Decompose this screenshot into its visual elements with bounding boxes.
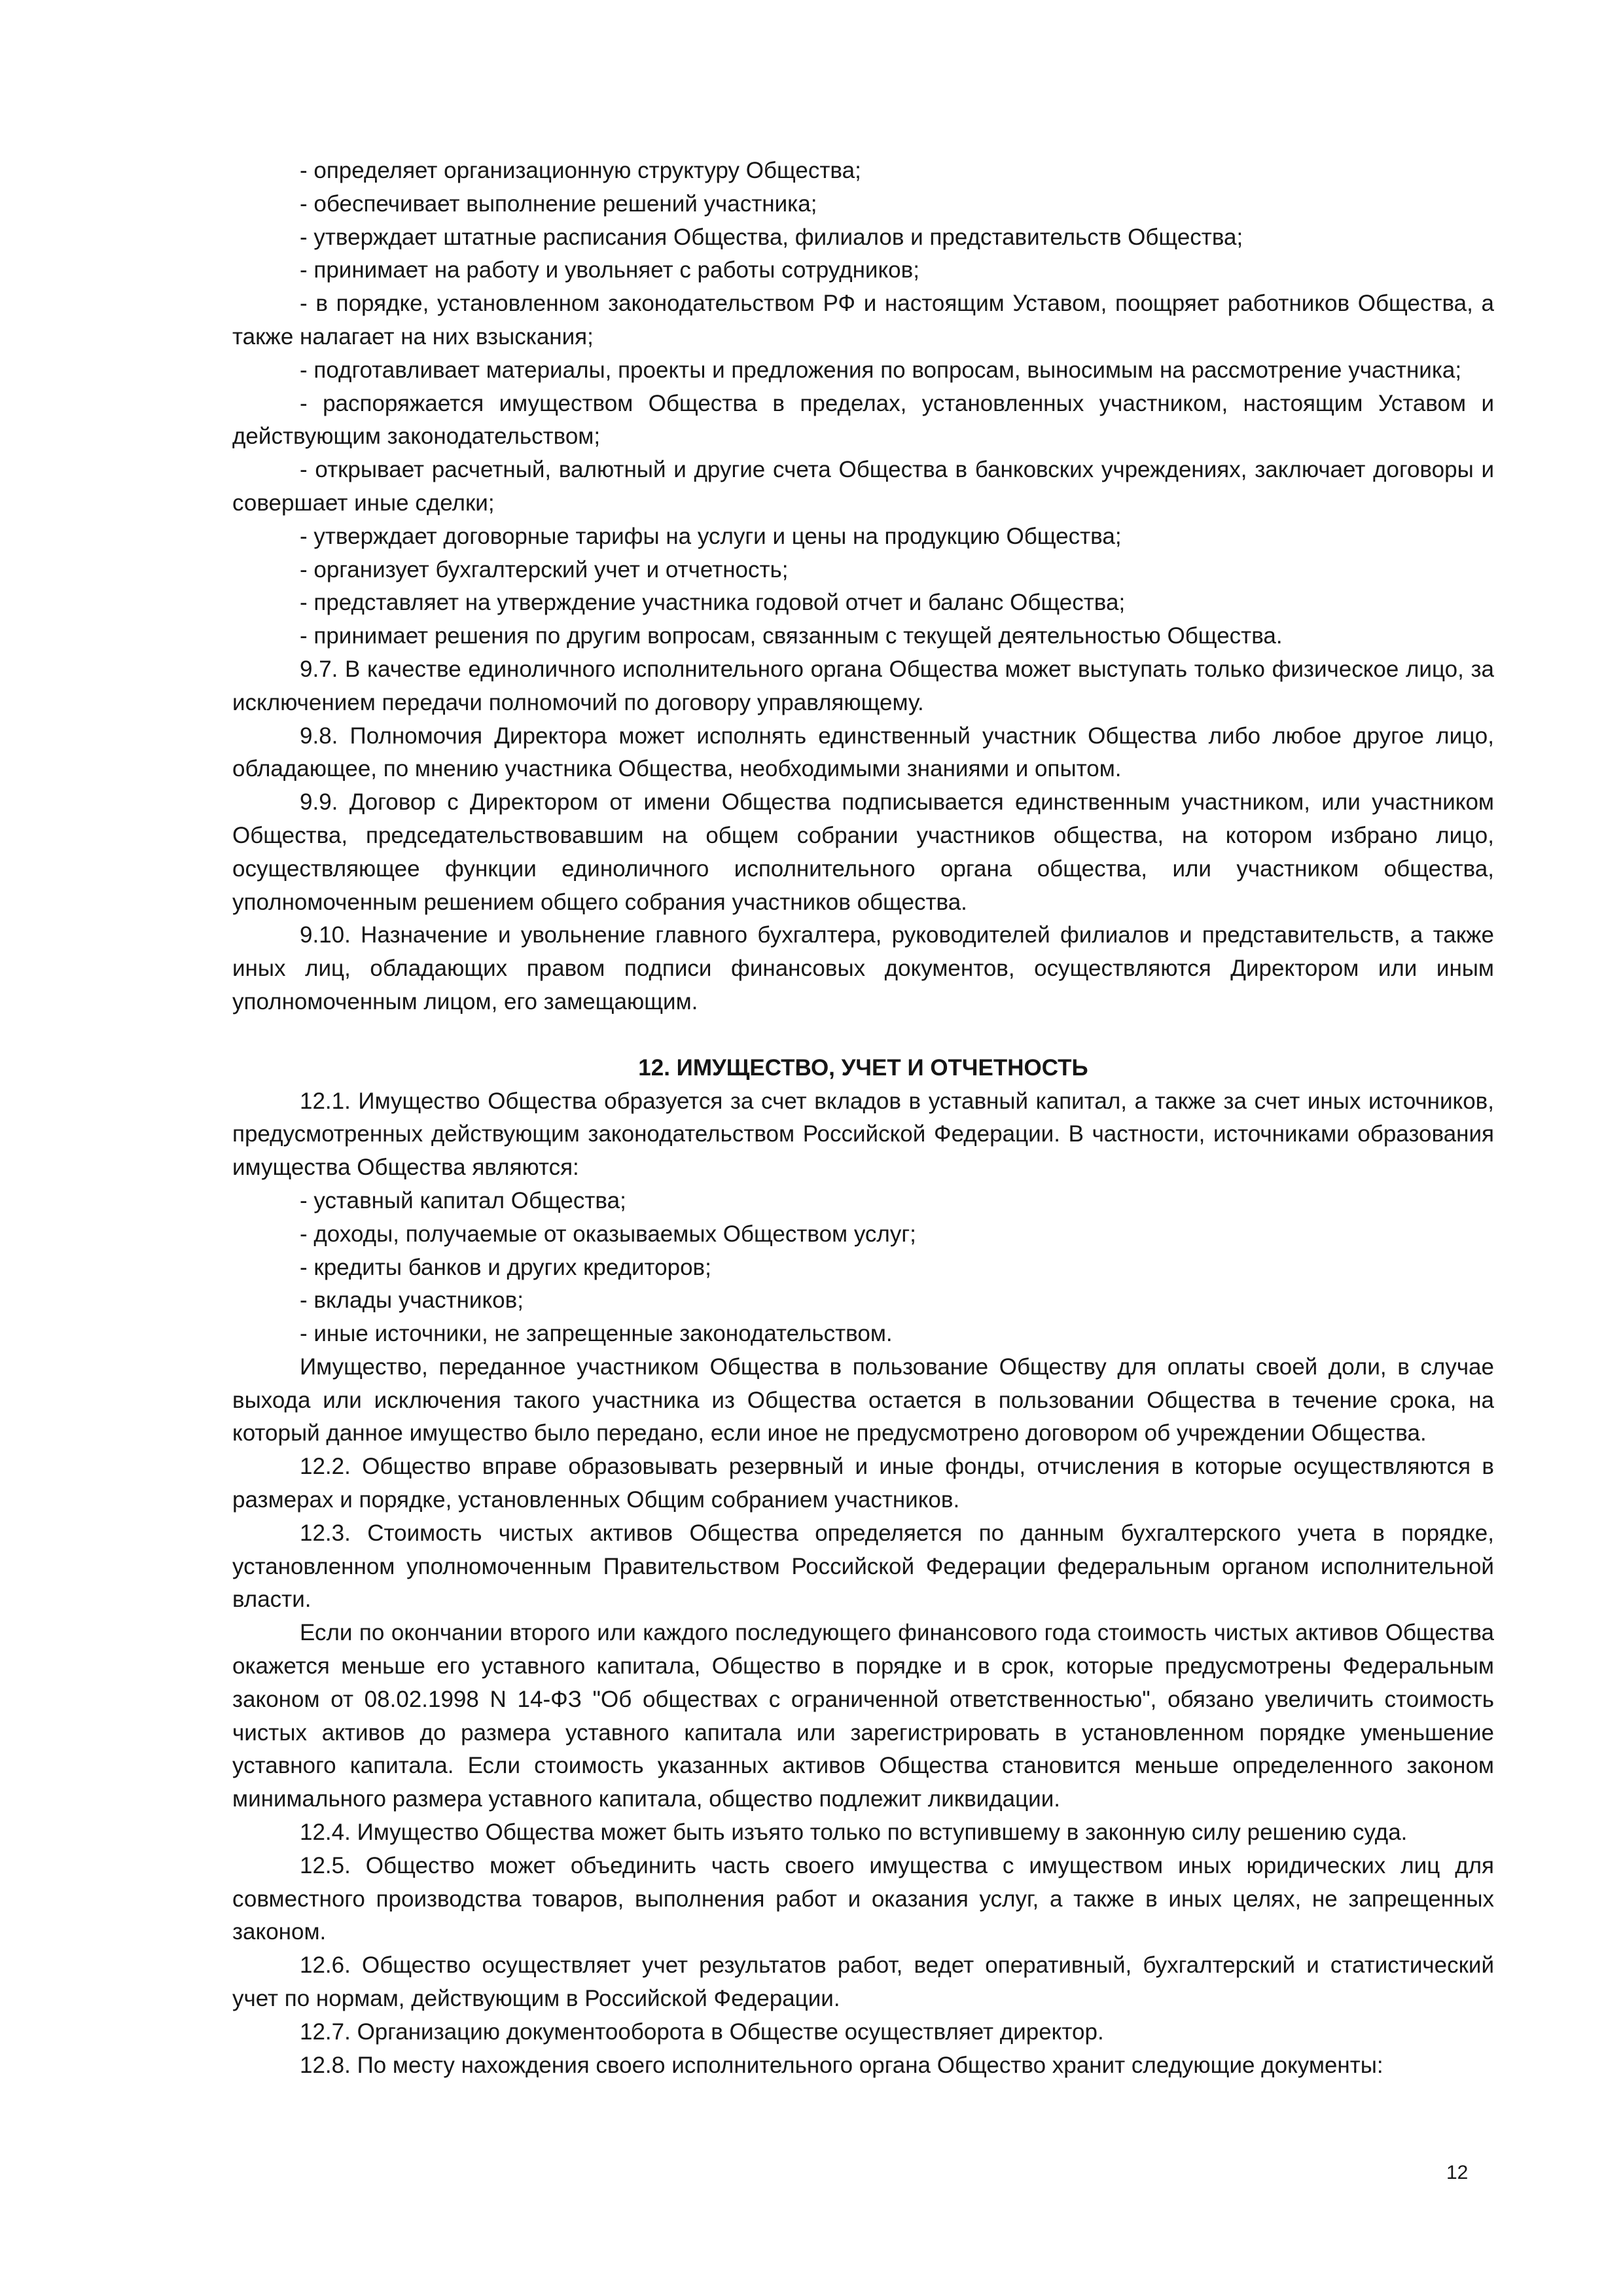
paragraph: 9.8. Полномочия Директора может исполнять единственный участник Общества либо любое другое лицо, обладающее, по мнению участника Общества, необходимыми знаниями и опытом. <box>232 723 1494 782</box>
paragraph: 12.3. Стоимость чистых активов Общества определяется по данным бухгалтерского учета в порядке, установленном уполномоченным Правительством Российской Федерации федеральным органом исполнительной власти. <box>232 1520 1494 1613</box>
paragraph: 12.5. Общество может объединить часть своего имущества с имуществом иных юридических лиц для совместного производства товаров, выполнения работ и оказания услуг, а также в иных целях, не запрещенных законом. <box>232 1852 1494 1945</box>
paragraph: - утверждает договорные тарифы на услуги и цены на продукцию Общества; <box>300 523 1122 549</box>
paragraph: Если по окончании второго или каждого последующего финансового года стоимость чистых активов Общества окажется меньше его уставного капитала, Общество в порядке и в срок, которые предусмотрены Федеральным законом от 08.02.1998 N 14-ФЗ "Об обществах с ограниченной ответственностью", обязано увеличить стоимость чистых активов до размера уставного капитала или зарегистрировать в установленном порядке уменьшение уставного капитала. Если стоимость указанных активов Общества становится меньше определенного законом минимального размера уставного капитала, общество подлежит ликвидации. <box>232 1620 1494 1812</box>
paragraph: - представляет на утверждение участника годовой отчет и баланс Общества; <box>300 590 1126 616</box>
paragraph: 9.7. В качестве единоличного исполнительного органа Общества может выступать только физическое лицо, за исключением передачи полномочий по договору управляющему. <box>232 656 1494 715</box>
paragraph: - иные источники, не запрещенные законодательством. <box>300 1321 893 1347</box>
paragraph: - принимает решения по другим вопросам, связанным с текущей деятельностью Общества. <box>300 623 1283 649</box>
paragraph: - организует бухгалтерский учет и отчетность; <box>300 556 789 583</box>
section-title: 12. ИМУЩЕСТВО, УЧЕТ И ОТЧЕТНОСТЬ <box>638 1054 1088 1081</box>
paragraph: - вклады участников; <box>300 1287 524 1314</box>
paragraph: 12.2. Общество вправе образовывать резервный и иные фонды, отчисления в которые осуществляются в размерах и порядке, установленных Общим собранием участников. <box>232 1454 1494 1513</box>
paragraph: 12.8. По месту нахождения своего исполнительного органа Общество хранит следующие документы: <box>300 2052 1383 2078</box>
paragraph: - утверждает штатные расписания Общества, филиалов и представительств Общества; <box>300 224 1243 250</box>
paragraph: - обеспечивает выполнение решений участника; <box>300 190 817 217</box>
paragraph: 12.6. Общество осуществляет учет результатов работ, ведет оперативный, бухгалтерский и статистический учет по нормам, действующим в Российской Федерации. <box>232 1952 1494 2012</box>
paragraph: 9.9. Договор с Директором от имени Общества подписывается единственным участником, или участником Общества, председательствовавшим на общем собрании участников общества, на котором избрано лицо, осуществляющее функции единоличного исполнительного органа общества, или участником общества, уполномоченным решением общего собрания участников общества. <box>232 789 1494 915</box>
paragraph: - открывает расчетный, валютный и другие счета Общества в банковских учреждениях, заключает договоры и совершает иные сделки; <box>232 457 1494 516</box>
document-body <box>232 154 1494 2082</box>
paragraph: - принимает на работу и увольняет с работы сотрудников; <box>300 257 919 283</box>
paragraph: 12.1. Имущество Общества образуется за счет вкладов в уставный капитал, а также за счет иных источников, предусмотренных действующим законодательством Российской Федерации. В частности, источниками образования имущества Общества являются: <box>232 1088 1494 1181</box>
paragraph: - уставный капитал Общества; <box>300 1187 626 1213</box>
paragraph: 12.7. Организацию документооборота в Обществе осуществляет директор. <box>300 2018 1104 2045</box>
paragraph: Имущество, переданное участником Общества в пользование Обществу для оплаты своей доли, в случае выхода или исключения такого участника из Общества остается в пользовании Общества в течение срока, на который данное имущество было передано, если иное не предусмотрено договором об учреждении Общества. <box>232 1354 1494 1446</box>
paragraph: - распоряжается имуществом Общества в пределах, установленных участником, настоящим Уставом и действующим законодательством; <box>232 390 1494 450</box>
paragraph: 9.10. Назначение и увольнение главного бухгалтера, руководителей филиалов и представительств, а также иных лиц, обладающих правом подписи финансовых документов, осуществляются Директором или иным уполномоченным лицом, его замещающим. <box>232 922 1494 1014</box>
paragraph: - подготавливает материалы, проекты и предложения по вопросам, выносимым на рассмотрение участника; <box>300 357 1462 383</box>
paragraph: - в порядке, установленном законодательством РФ и настоящим Уставом, поощряет работников Общества, а также налагает на них взыскания; <box>232 291 1494 350</box>
paragraph: 12.4. Имущество Общества может быть изъято только по вступившему в законную силу решению суда. <box>300 1820 1408 1846</box>
paragraph: - определяет организационную структуру Общества; <box>300 158 861 183</box>
paragraph: - доходы, получаемые от оказываемых Обществом услуг; <box>300 1221 916 1247</box>
paragraph: - кредиты банков и других кредиторов; <box>300 1254 711 1280</box>
page-number: 12 <box>1446 2162 1469 2183</box>
